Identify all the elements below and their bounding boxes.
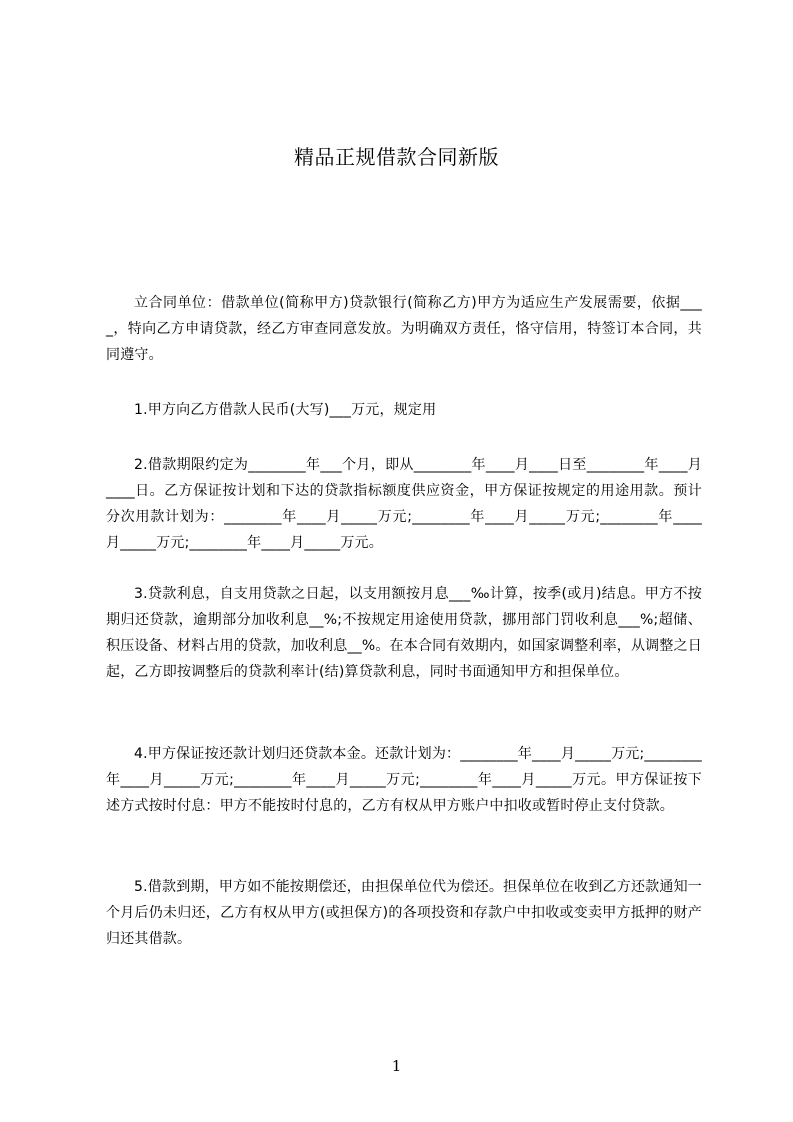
paragraph-clause-1: 1.甲方向乙方借款人民币(大写)___万元，规定用 [134,402,437,418]
paragraph-clause-3: 3.贷款利息，自支用贷款之日起，以支用额按月息___‰计算，按季(或月)结息。甲方不按期归还贷款，逾期部分加收利息__%;不按规定用途使用贷款，挪用部门罚收利息___%;超储、积压设备、材料占用的贷款，加收利息__%。在本合同有效期内，如国家调整利率，从调整之日起，乙方即按调整后的贷款利率计(结)算贷款利息，同时书面通知甲方和担保单位。 [106,586,702,680]
document-title: 精品正规借款合同新版 [294,145,499,169]
page-number: 1 [391,1057,402,1075]
paragraph-intro: 立合同单位：借款单位(简称甲方)贷款银行(简称乙方)甲方为适应生产发展需要，依据____，特向乙方申请贷款，经乙方审查同意发放。为明确双方责任，恪守信用，特签订本合同，共同遵守。 [106,295,702,363]
paragraph-clause-2: 2.借款期限约定为________年___个月，即从________年____月____日至________年____月____日。乙方保证按计划和下达的贷款指标额度供应资金，甲方保证按规定的用途用款。预计分次用款计划为：________年____月_____万元;________年____月_____万元;________年____月_____万元;________年____月_____万元。 [106,457,702,551]
paragraph-clause-4: 4.甲方保证按还款计划归还贷款本金。还款计划为：________年____月_____万元;________年____月_____万元;________年____月_____万元;________年____月_____万元。甲方保证按下述方式按时付息：甲方不能按时付息的，乙方有权从甲方账户中扣收或暂时停止支付贷款。 [106,746,702,814]
paragraph-clause-5: 5.借款到期，甲方如不能按期偿还，由担保单位代为偿还。担保单位在收到乙方还款通知一个月后仍未归还，乙方有权从甲方(或担保方)的各项投资和存款户中扣收或变卖甲方抵押的财产归还其借款。 [106,879,702,947]
